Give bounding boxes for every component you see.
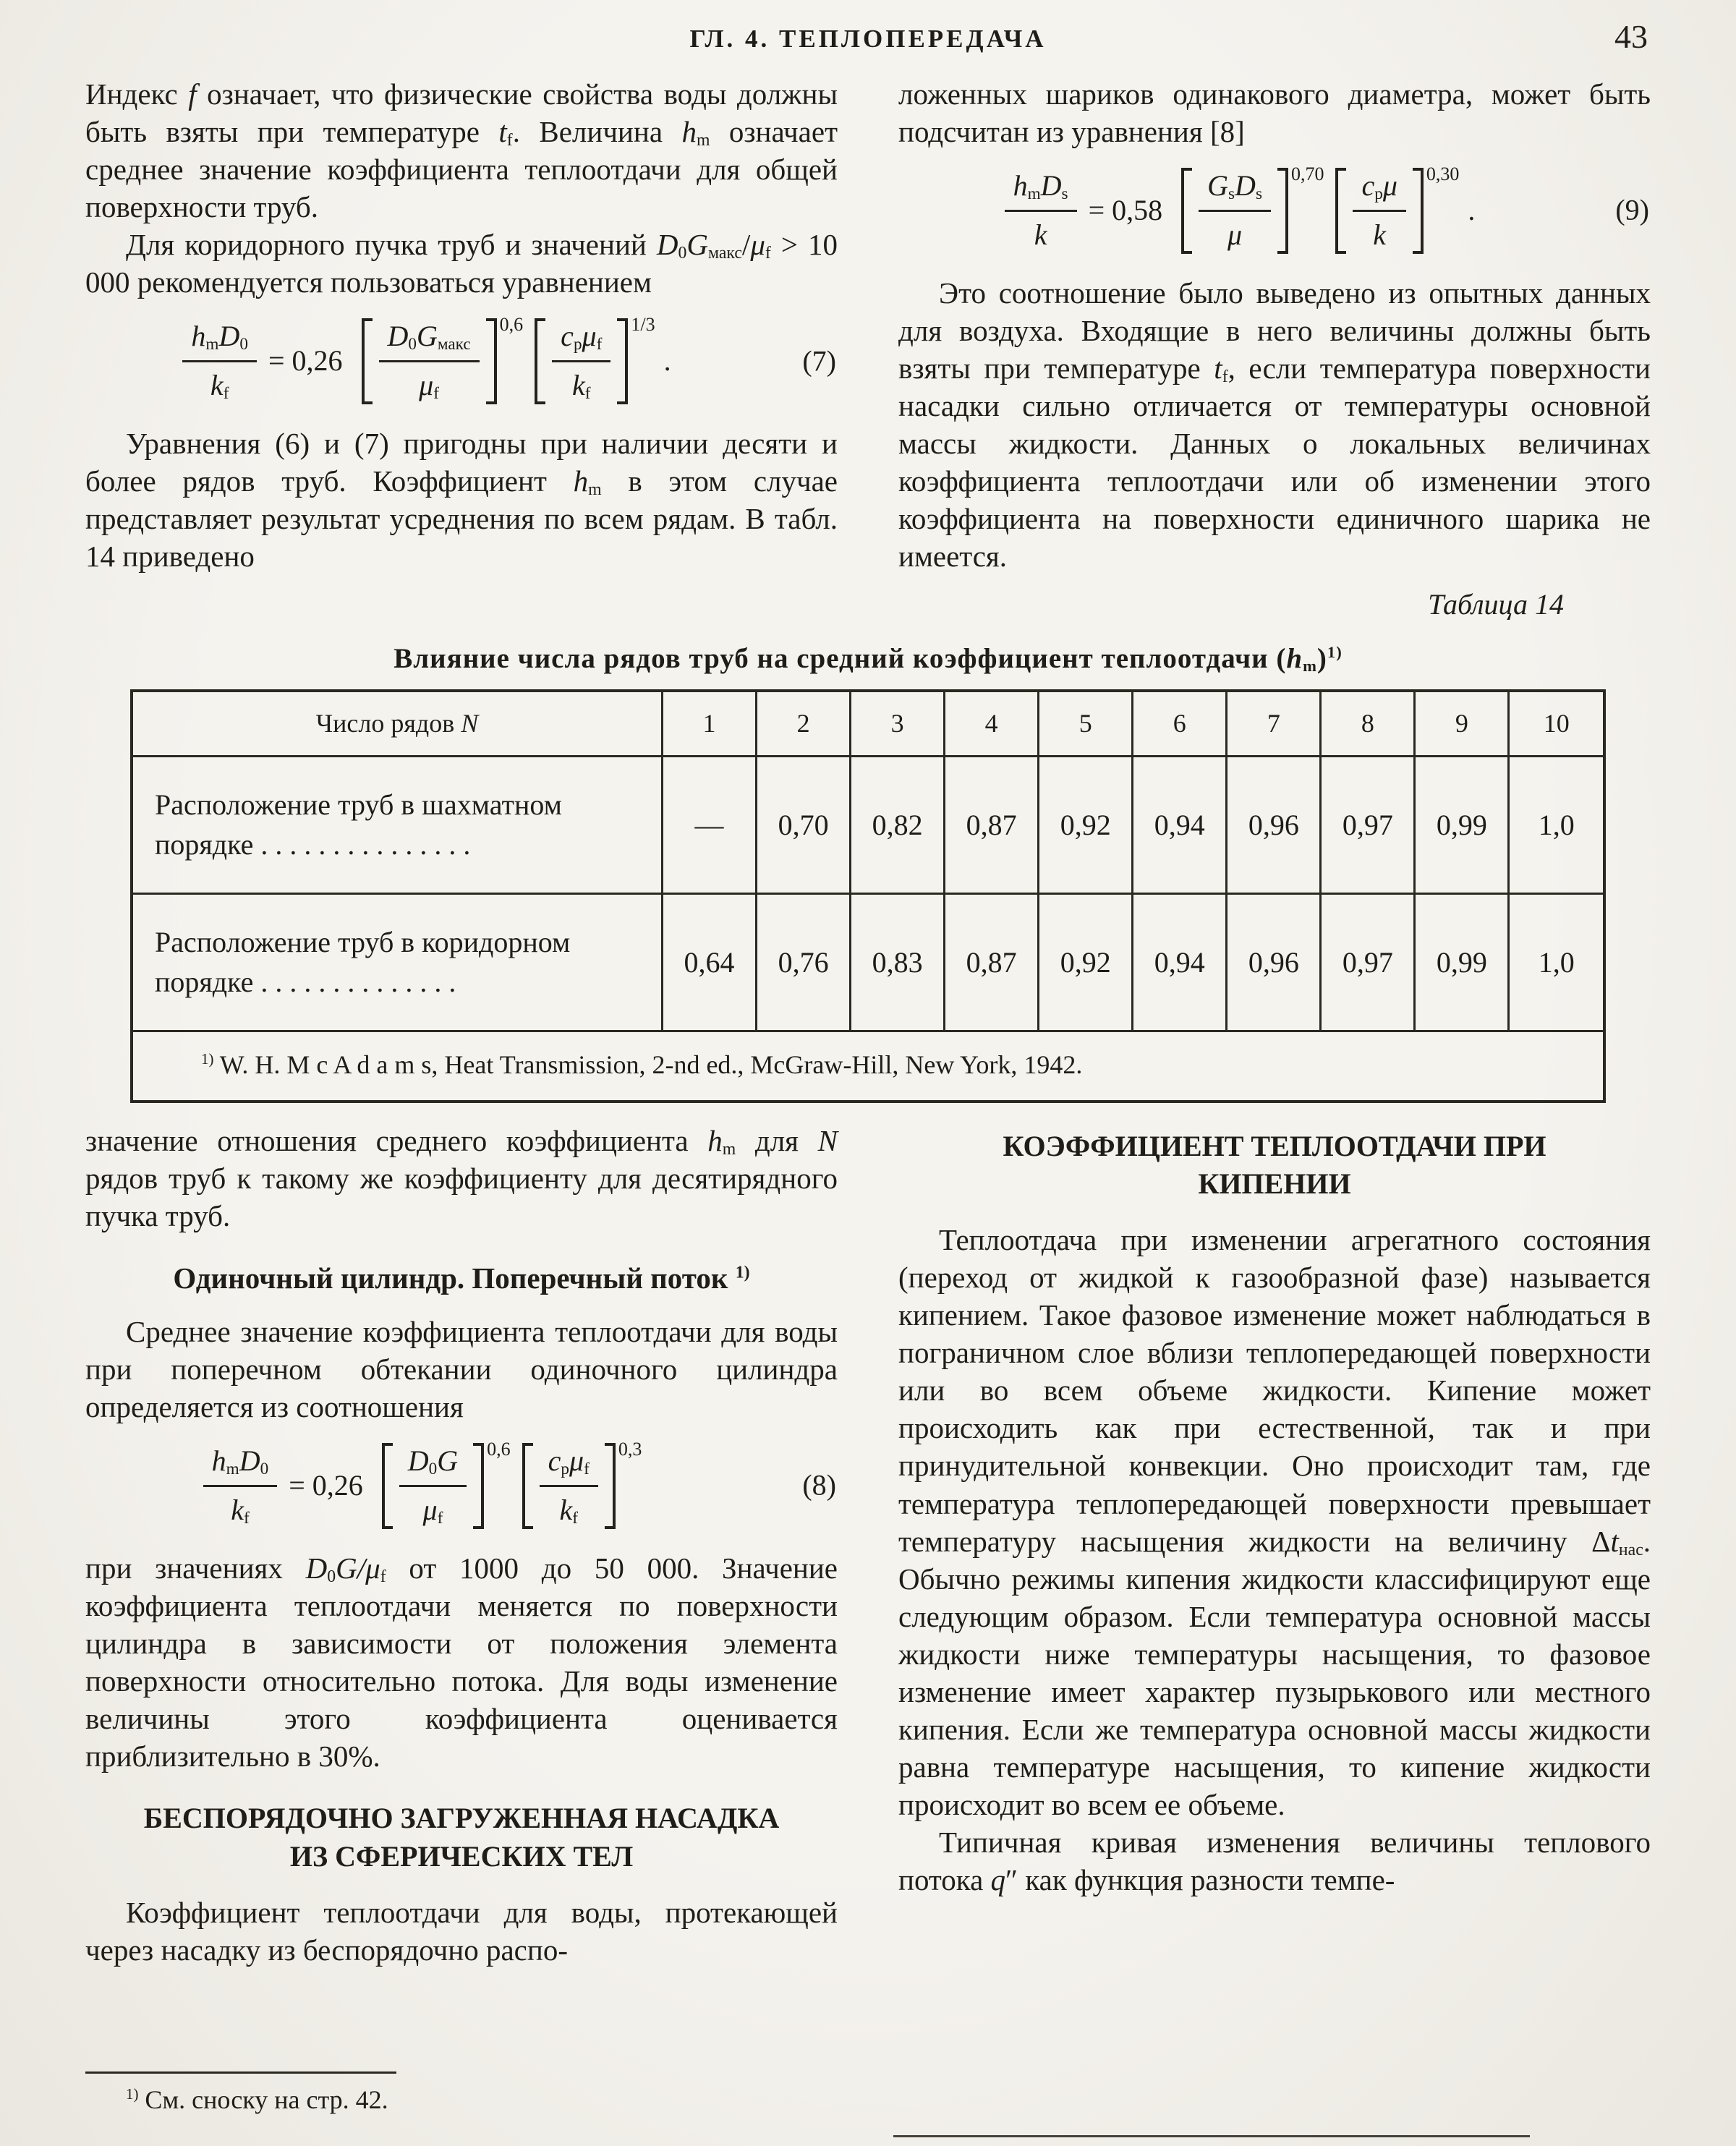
cell: 0,87 — [945, 756, 1039, 893]
equation-9 — [898, 163, 1651, 254]
bracket-term-1 — [1181, 163, 1324, 254]
lhs-fraction — [1005, 168, 1077, 254]
lhs-fraction — [203, 1443, 278, 1529]
fraction-denominator: $\mu_f$ — [422, 1493, 443, 1528]
cell: 0,83 — [851, 893, 945, 1031]
header-cell-label: Число рядов N — [133, 692, 663, 756]
cell: 0,96 — [1227, 893, 1321, 1031]
fraction-denominator: $k_f$ — [559, 1493, 578, 1528]
exponent: 0,3 — [618, 1438, 642, 1460]
bracket-term-1 — [382, 1438, 511, 1529]
bracket-term-2 — [1335, 163, 1460, 254]
equation-tail: . — [1468, 194, 1476, 227]
fraction-numerator: $h_mD_0$ — [182, 318, 257, 362]
equation-8 — [85, 1438, 838, 1529]
equation-tail: . — [663, 344, 671, 378]
left-bracket — [535, 318, 545, 404]
paragraph: ложенных шариков одинакового диаметра, может быть подсчитан из уравнения [8] — [898, 77, 1651, 149]
equation-number: (8) — [802, 1468, 836, 1502]
exponent: 1/3 — [631, 314, 655, 336]
right-bracket — [473, 1443, 484, 1529]
right-bracket — [1277, 168, 1288, 254]
right-column-bottom — [898, 1122, 1651, 2121]
fraction-numerator: $h_mD_s$ — [1005, 168, 1077, 212]
row-label: Расположение труб в шахматном порядке . . . . . . . . . . . . . . . — [133, 756, 663, 893]
fraction — [1353, 168, 1405, 254]
bracket-term-1 — [362, 314, 524, 404]
cell: 1,0 — [1509, 756, 1603, 893]
header-cell: 2 — [757, 692, 851, 756]
fraction-denominator: $k_f$ — [231, 1493, 250, 1528]
left-bracket — [522, 1443, 533, 1529]
cell: 0,92 — [1039, 756, 1133, 893]
header-cell: 7 — [1227, 692, 1321, 756]
cell: 0,97 — [1321, 893, 1415, 1031]
header-cell: 9 — [1415, 692, 1509, 756]
footnote-text: $^{1)}$ См. сноску на стр. 42. — [126, 2085, 388, 2114]
paragraph: Коэффициент теплоотдачи для воды, протекающей через насадку из беспорядочно распо- — [85, 1895, 838, 1967]
paragraph: Для коридорного пучка труб и значений $D_0G_{макс}/\mu_f > 10$ 000 рекомендуется пользоваться уравнением — [85, 228, 838, 299]
table-footnote: $^{1)}$ W. H. M c A d a m s, Heat Transmission, 2-nd ed., McGraw-Hill, New York, 1942. — [201, 1049, 1083, 1079]
section-heading-boiling: КОЭФФИЦИЕНТ ТЕПЛООТДАЧИ ПРИ КИПЕНИИ — [1003, 1129, 1546, 1201]
fraction — [1199, 168, 1271, 254]
header-cell: 5 — [1039, 692, 1133, 756]
cell: 1,0 — [1509, 893, 1603, 1031]
cell: 0,64 — [663, 893, 757, 1031]
fraction-denominator: $k_f$ — [572, 369, 591, 404]
section-heading-cylinder: Одиночный цилиндр. Поперечный поток $^{1)}$ — [173, 1261, 750, 1295]
cell: 0,96 — [1227, 756, 1321, 893]
scan-artifact-rule — [893, 2135, 1530, 2137]
header-cell: 3 — [851, 692, 945, 756]
fraction-numerator: $D_0G_{макс}$ — [379, 318, 480, 362]
right-bracket — [1413, 168, 1424, 254]
fraction-numerator: $G_sD_s$ — [1199, 168, 1271, 212]
exponent: 0,6 — [499, 314, 524, 336]
row-label: Расположение труб в коридорном порядке . . . . . . . . . . . . . . — [133, 893, 663, 1031]
fraction — [379, 318, 480, 404]
cell: 0,87 — [945, 893, 1039, 1031]
fraction-numerator: $c_p\mu$ — [1353, 168, 1405, 212]
equation-number: (9) — [1615, 194, 1649, 227]
exponent: 0,30 — [1426, 163, 1460, 185]
table-header-row — [133, 692, 1603, 756]
cell: 0,82 — [851, 756, 945, 893]
equation-7 — [85, 314, 838, 404]
fraction-denominator: μ — [1227, 218, 1243, 251]
fraction — [552, 318, 610, 404]
right-bracket — [486, 318, 497, 404]
paragraph: Среднее значение коэффициента теплоотдачи для воды при поперечном обтекании одиночного цилиндра определяется из соотношения — [85, 1314, 838, 1423]
fraction-denominator: k — [1034, 218, 1047, 251]
header-cell: 8 — [1321, 692, 1415, 756]
table-caption: Влияние числа рядов труб на средний коэффициент теплоотдачи $(h_m)^{1)}$ — [393, 643, 1343, 675]
fraction — [540, 1443, 598, 1529]
header-cell: 10 — [1509, 692, 1603, 756]
left-bracket — [1335, 168, 1346, 254]
bottom-columns — [85, 1122, 1651, 2121]
cell: — — [663, 756, 757, 893]
table-row — [133, 893, 1603, 1031]
left-bracket — [1181, 168, 1192, 254]
cell: 0,94 — [1133, 756, 1227, 893]
page-number: 43 — [1614, 18, 1648, 55]
cell: 0,70 — [757, 756, 851, 893]
lhs-fraction — [182, 318, 257, 404]
paragraph: Типичная кривая изменения величины теплового потока q″ как функция разности темпе- — [898, 1826, 1651, 1897]
header-cell: 1 — [663, 692, 757, 756]
fraction-denominator: $k_f$ — [210, 369, 229, 404]
cell: 0,99 — [1415, 893, 1509, 1031]
exponent: 0,6 — [487, 1438, 511, 1460]
paragraph: Уравнения (6) и (7) пригодны при наличии десяти и более рядов труб. Коэффициент $h_m$ в этом случае представляет результат усреднения по всем рядам. В табл. 14 приведено — [85, 426, 838, 574]
paragraph: Индекс f означает, что физические свойства воды должны быть взяты при температуре $t_f$. Величина $h_m$ означает среднее значение коэффициента теплоотдачи для общей поверхности труб. — [85, 77, 838, 224]
fraction-numerator: $c_p\mu_f$ — [552, 318, 610, 362]
fraction — [399, 1443, 467, 1529]
table-grid — [133, 692, 1603, 1032]
chapter-title: ГЛ. 4. ТЕПЛОПЕРЕДАЧА — [689, 25, 1047, 53]
paragraph: Теплоотдача при изменении агрегатного состояния (переход от жидкой к газообразной фазе) называется кипением. Такое фазовое изменение может наблюдаться в пограничном слое вблизи теплопередающей поверхности или во всем объеме жидкости. Кипение может происходить как при естественной, так и при принудительной конвекции. Оно происходит там, где температура теплопередающей поверхности превышает температуру насыщения жидкости на величину $\Delta t_{нас}$. Обычно режимы кипения жидкости классифицируют еще следующим образом. Если температура основной массы жидкости ниже температуры насыщения, то фазовое изменение имеет характер пузырькового или местного кипения. Если же температура основной массы жидкости равна температуре насыщения, то кипение жидкости происходит во всем ее объеме. — [898, 1223, 1651, 1822]
left-column-top — [85, 75, 838, 623]
table-label: Таблица 14 — [1428, 588, 1564, 621]
cell: 0,99 — [1415, 756, 1509, 893]
paragraph: при значениях $D_0G/\mu_f$ от 1000 до 50 000. Значение коэффициента теплоотдачи меняется по поверхности цилиндра в зависимости от положения элемента поверхности относительно потока. Для воды изменение величины этого коэффициента оценивается приблизительно в 30%. — [85, 1551, 838, 1773]
footnote-rule — [85, 2072, 396, 2074]
right-bracket — [605, 1443, 616, 1529]
paragraph: значение отношения среднего коэффициента $h_m$ для N рядов труб к такому же коэффициенту для десятирядного пучка труб. — [85, 1123, 838, 1232]
cell: 0,94 — [1133, 893, 1227, 1031]
cell: 0,76 — [757, 893, 851, 1031]
table-row — [133, 756, 1603, 893]
left-bracket — [362, 318, 373, 404]
right-column-top — [898, 75, 1651, 623]
fraction-numerator: $D_0G$ — [399, 1443, 467, 1487]
left-column-bottom — [85, 1122, 838, 2121]
bracket-term-2 — [535, 314, 655, 404]
equation-relation: = 0,26 — [289, 1468, 363, 1502]
equation-number: (7) — [802, 344, 836, 378]
fraction-numerator: $h_mD_0$ — [203, 1443, 278, 1487]
fraction-numerator: $c_p\mu_f$ — [540, 1443, 598, 1487]
equation-relation: = 0,58 — [1088, 194, 1163, 227]
top-columns — [85, 75, 1651, 623]
cell: 0,97 — [1321, 756, 1415, 893]
bracket-term-2 — [522, 1438, 642, 1529]
right-bracket — [617, 318, 628, 404]
cell: 0,92 — [1039, 893, 1133, 1031]
exponent: 0,70 — [1290, 163, 1324, 185]
equation-relation: = 0,26 — [268, 344, 343, 378]
running-head — [85, 0, 1651, 75]
header-cell: 6 — [1133, 692, 1227, 756]
fraction-denominator: k — [1373, 218, 1387, 251]
section-heading-packing: БЕСПОРЯДОЧНО ЗАГРУЖЕННАЯ НАСАДКА ИЗ СФЕРИЧЕСКИХ ТЕЛ — [143, 1801, 780, 1873]
table-14 — [130, 689, 1606, 1103]
left-bracket — [382, 1443, 393, 1529]
header-cell: 4 — [945, 692, 1039, 756]
paragraph: Это соотношение было выведено из опытных данных для воздуха. Входящие в него величины должны быть взяты при температуре $t_f$, если температура поверхности насадки сильно отличается от температуры основной массы жидкости. Данных о локальных величинах коэффициента теплоотдачи или об изменении этого коэффициента на поверхности единичного шарика не имеется. — [898, 276, 1651, 574]
page-footnote — [85, 2053, 838, 2121]
fraction-denominator: $\mu_f$ — [419, 369, 439, 404]
